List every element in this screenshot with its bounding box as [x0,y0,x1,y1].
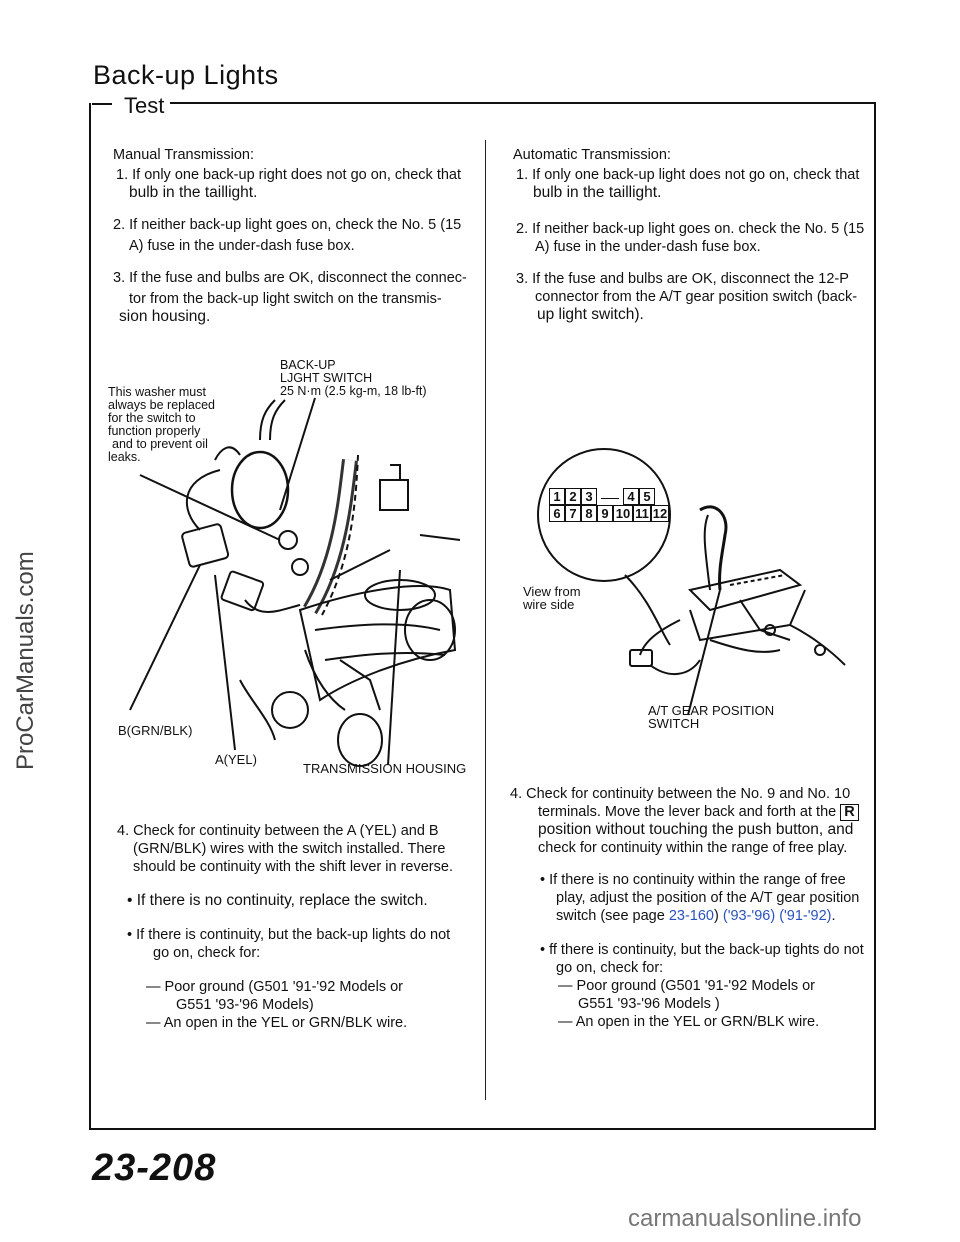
auto-bullet-1-text: play, adjust the position of the A/T gear position [556,890,860,906]
gear-shifter-figure [590,490,860,720]
auto-bullet-1-text: switch (see page [556,908,665,924]
frame-right [874,103,876,1130]
auto-step-1 [513,166,871,202]
pin: 5 [639,488,655,505]
manual-bullet-2-text: If there is continuity, but the back-up lights do not [136,927,451,943]
manual-bullet-1-text: If there is no continuity, replace the switch. [136,892,428,909]
manual-heading: Manual Transmission: [113,147,255,163]
auto-bullet-2-text: ff there is continuity, but the back-up tights do not [549,942,864,958]
auto-step-3-line: connector from the A/T gear position switch (back- [535,289,858,305]
section-dash [92,103,112,105]
fig-label-line: always be replaced [108,398,216,412]
fig-label-line: This washer must [108,385,206,399]
page-link-23-160[interactable]: 23-160 [668,908,714,924]
pin: 1 [549,488,565,505]
pin: 12 [652,506,668,521]
pin: 6 [549,505,565,522]
page-title: Back-up Lights [93,60,279,90]
manual-check-line: G551 '93-'96 Models) [176,997,314,1013]
manual-step-1-line: 1. If only one back-up right does not go on, check that [116,167,461,183]
fig-label-line: A/T GEAR POSITION [648,703,775,718]
auto-step-1-line: bulb in the taillight. [533,184,662,201]
fig-label-line: and to prevent oil [112,437,208,451]
fig-label-line: LJGHT SWITCH [280,371,373,385]
manual-step-2-line: A) fuse in the under-dash fuse box. [129,238,355,254]
pin: 2 [565,488,581,505]
manual-transmission-figure [100,380,470,780]
manual-step-4 [117,822,477,1032]
bullet-icon: • [127,892,137,909]
left-column-text [113,146,478,326]
manual-step-2-line: 2. If neither back-up light goes on, check the No. 5 (15 [113,217,462,233]
period: . [831,908,836,924]
auto-heading: Automatic Transmission: [513,147,671,163]
manual-step-3-line: sion housing. [119,308,211,325]
manual-check-line: — An open in the YEL or GRN/BLK wire. [146,1015,408,1031]
manual-bullet-2 [117,926,477,962]
view-from-label [523,585,581,611]
manual-bullet-1 [117,892,477,910]
fig-label-line: function properly [108,424,201,438]
pin: 11 [633,505,651,522]
auto-step-3-line: 3. If the fuse and bulbs are OK, disconnect the 12-P [516,271,849,287]
manual-step-4-line: should be continuity with the shift lever in reverse. [133,859,453,875]
pin: 8 [581,505,597,522]
pin: 3 [581,488,597,505]
auto-step-3 [513,270,871,324]
auto-step-4 [510,785,872,1031]
manual-step-4-line: 4. Check for continuity between the A (YEL) and B [117,823,439,839]
auto-bullet-1 [510,871,872,925]
bullet-icon: • [540,872,550,888]
auto-bullet-1-refs [540,907,872,925]
fig-label-line: BACK-UP [280,358,336,372]
auto-step-1-line: 1. If only one back-up light does not go on, check that [516,167,860,183]
frame-top [170,102,876,104]
auto-bullet-2-text: go on, check for: [556,960,664,976]
frame-bottom [89,1128,876,1130]
auto-step-4-line: position without touching the push button, and [538,821,854,838]
wire-a-label: A(YEL) [215,752,257,767]
fig-label-line: for the switch to [108,411,196,425]
auto-step-4-line: check for continuity within the range of free play. [538,840,848,856]
auto-check-line: G551 '93-'96 Models ) [578,996,720,1012]
housing-label: TRANSMISSION HOUSING [303,761,467,776]
manual-step-3-line: 3. If the fuse and bulbs are OK, disconnect the connec- [113,270,467,286]
paren: ) [714,908,719,924]
auto-step-4-text: terminals. Move the lever back and forth at the [538,804,837,820]
page-number: 23-208 [92,1147,217,1189]
auto-checks [510,977,872,1031]
bullet-icon: • [540,942,550,958]
manual-step-3-line: tor from the back-up light switch on the transmis- [129,291,442,307]
pin: 4 [623,488,639,505]
auto-step-2-line: 2. If neither back-up light goes on. check the No. 5 (15 [516,221,865,237]
manual-step-2 [113,216,478,255]
at-switch-label [648,704,774,730]
fig-label-line: wire side [523,597,575,612]
manual-checks [117,978,477,1032]
reverse-position-icon: R [840,804,858,821]
auto-step-2 [513,220,871,256]
column-divider [485,140,486,1100]
watermark-bottom: carmanualsonline.info [628,1205,862,1232]
auto-step-3-line: up light switch). [537,306,644,323]
link-91-92[interactable]: ('91-'92) [779,908,832,924]
auto-check-line: — Poor ground (G501 '91-'92 Models or [558,978,816,994]
pin: 9 [597,505,613,522]
section-label: Test [118,93,170,119]
auto-check-line: — An open in the YEL or GRN/BLK wire. [558,1014,820,1030]
frame-left [89,103,91,1130]
fig-label-line: 25 N·m (2.5 kg-m, 18 lb-ft) [280,384,427,398]
wire-b-label: B(GRN/BLK) [118,723,193,738]
link-93-96[interactable]: ('93-'96) [722,908,776,924]
right-column-text [513,146,871,324]
auto-bullet-1-text: If there is no continuity within the range of free [549,872,846,888]
bullet-icon: • [127,927,137,943]
auto-bullet-2 [510,941,872,977]
fig-label-line: View from [523,584,581,599]
manual-step-4-line: (GRN/BLK) wires with the switch installed. There [133,841,446,857]
auto-step-2-line: A) fuse in the under-dash fuse box. [535,239,761,255]
manual-bullet-2-text: go on, check for: [153,945,261,961]
manual-step-1 [113,166,478,202]
pin: 7 [565,505,581,522]
watermark-side: ProCarManuals.com [12,551,39,770]
auto-step-4-line: 4. Check for continuity between the No. 9 and No. 10 [510,786,851,802]
manual-step-1-line: bulb in the taillight. [129,184,258,201]
fig-label-line: leaks. [108,450,141,464]
manual-step-3 [113,269,478,326]
auto-step-4-line [510,803,872,821]
fig-label-line: SWITCH [648,716,700,731]
manual-check-line: — Poor ground (G501 '91-'92 Models or [146,979,404,995]
pin: 10 [613,505,633,522]
